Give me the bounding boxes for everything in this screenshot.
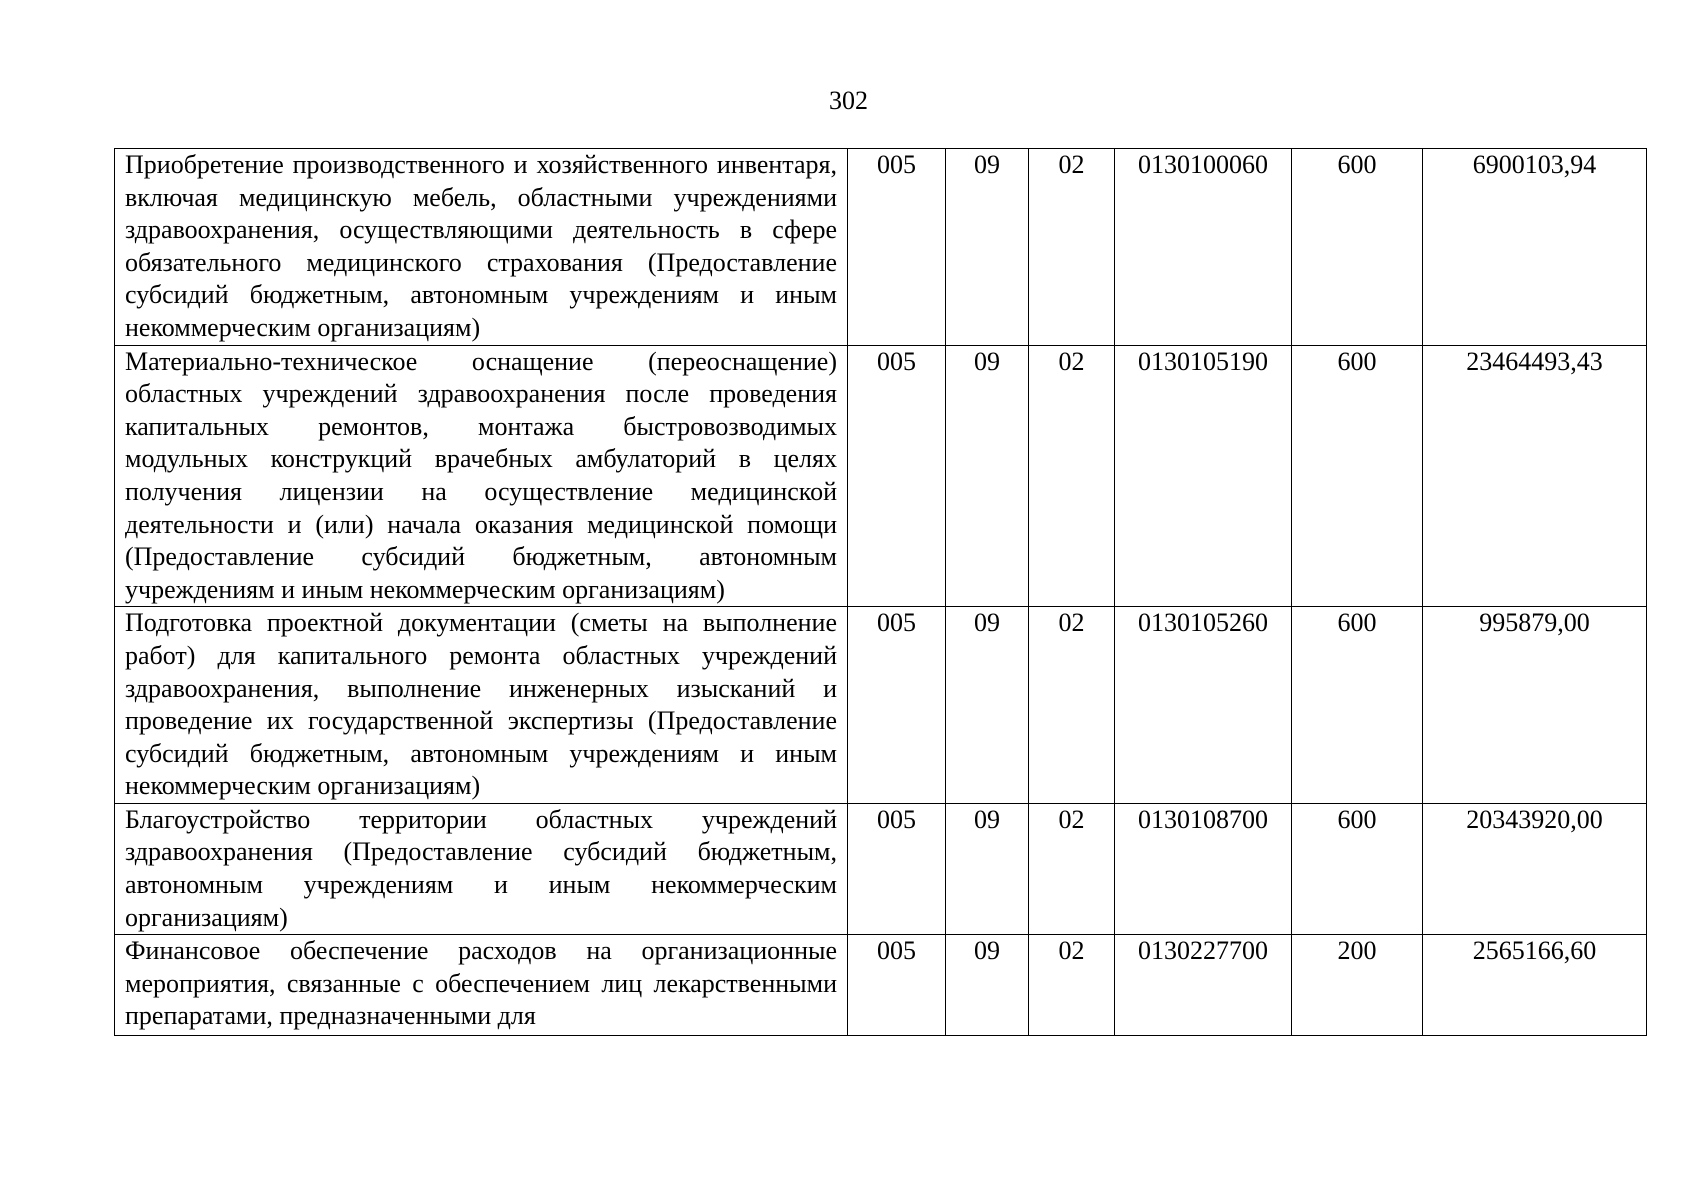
target-article-code: 0130100060 [1115, 149, 1292, 346]
section-code: 09 [946, 345, 1029, 607]
row-description: Финансовое обеспечение расходов на организационные мероприятия, связанные с обеспечением лиц лекарственными препаратами, предназначенными для [125, 936, 837, 1031]
target-article-code: 0130227700 [1115, 935, 1292, 1036]
amount-value: 6900103,94 [1423, 149, 1647, 346]
table-row [115, 935, 1647, 1036]
row-description-cell [115, 935, 848, 1036]
row-description: Приобретение производственного и хозяйственного инвентаря, включая медицинскую мебель, областными учреждениями здравоохранения, осуществляющими деятельность в сфере обязательного медицинского страхования (Предоставление субсидий бюджетным, автономным учреждениям и иным некоммерческим организациям) [115, 149, 848, 346]
ministry-code: 005 [848, 607, 946, 804]
expense-type-code: 600 [1292, 149, 1423, 346]
target-article-code: 0130105260 [1115, 607, 1292, 804]
section-code: 09 [946, 607, 1029, 804]
ministry-code: 005 [848, 345, 946, 607]
target-article-code: 0130105190 [1115, 345, 1292, 607]
table-row [115, 607, 1647, 804]
amount-value: 23464493,43 [1423, 345, 1647, 607]
subsection-code: 02 [1029, 345, 1115, 607]
subsection-code: 02 [1029, 935, 1115, 1036]
ministry-code: 005 [848, 935, 946, 1036]
subsection-code: 02 [1029, 803, 1115, 934]
expense-type-code: 600 [1292, 607, 1423, 804]
row-description: Подготовка проектной документации (сметы на выполнение работ) для капитального ремонта областных учреждений здравоохранения, выполнение инженерных изысканий и проведение их государственной экспертизы (Предоставление субсидий бюджетным, автономным учреждениям и иным некоммерческим организациям) [115, 607, 848, 804]
budget-table [114, 148, 1647, 1036]
amount-value: 20343920,00 [1423, 803, 1647, 934]
section-code: 09 [946, 935, 1029, 1036]
amount-value: 2565166,60 [1423, 935, 1647, 1036]
row-description: Благоустройство территории областных учреждений здравоохранения (Предоставление субсидий бюджетным, автономным учреждениям и иным некоммерческим организациям) [115, 803, 848, 934]
section-code: 09 [946, 803, 1029, 934]
page-number: 302 [829, 86, 868, 115]
ministry-code: 005 [848, 149, 946, 346]
subsection-code: 02 [1029, 149, 1115, 346]
expense-type-code: 600 [1292, 345, 1423, 607]
table-row [115, 803, 1647, 934]
table-row [115, 149, 1647, 346]
amount-value: 995879,00 [1423, 607, 1647, 804]
expense-type-code: 600 [1292, 803, 1423, 934]
row-description: Материально-техническое оснащение (переоснащение) областных учреждений здравоохранения после проведения капитальных ремонтов, монтажа быстровозводимых модульных конструкций врачебных амбулаторий в целях получения лицензии на осуществление медицинской деятельности и (или) начала оказания медицинской помощи (Предоставление субсидий бюджетным, автономным учреждениям и иным некоммерческим организациям) [115, 345, 848, 607]
subsection-code: 02 [1029, 607, 1115, 804]
target-article-code: 0130108700 [1115, 803, 1292, 934]
section-code: 09 [946, 149, 1029, 346]
table-row [115, 345, 1647, 607]
ministry-code: 005 [848, 803, 946, 934]
expense-type-code: 200 [1292, 935, 1423, 1036]
